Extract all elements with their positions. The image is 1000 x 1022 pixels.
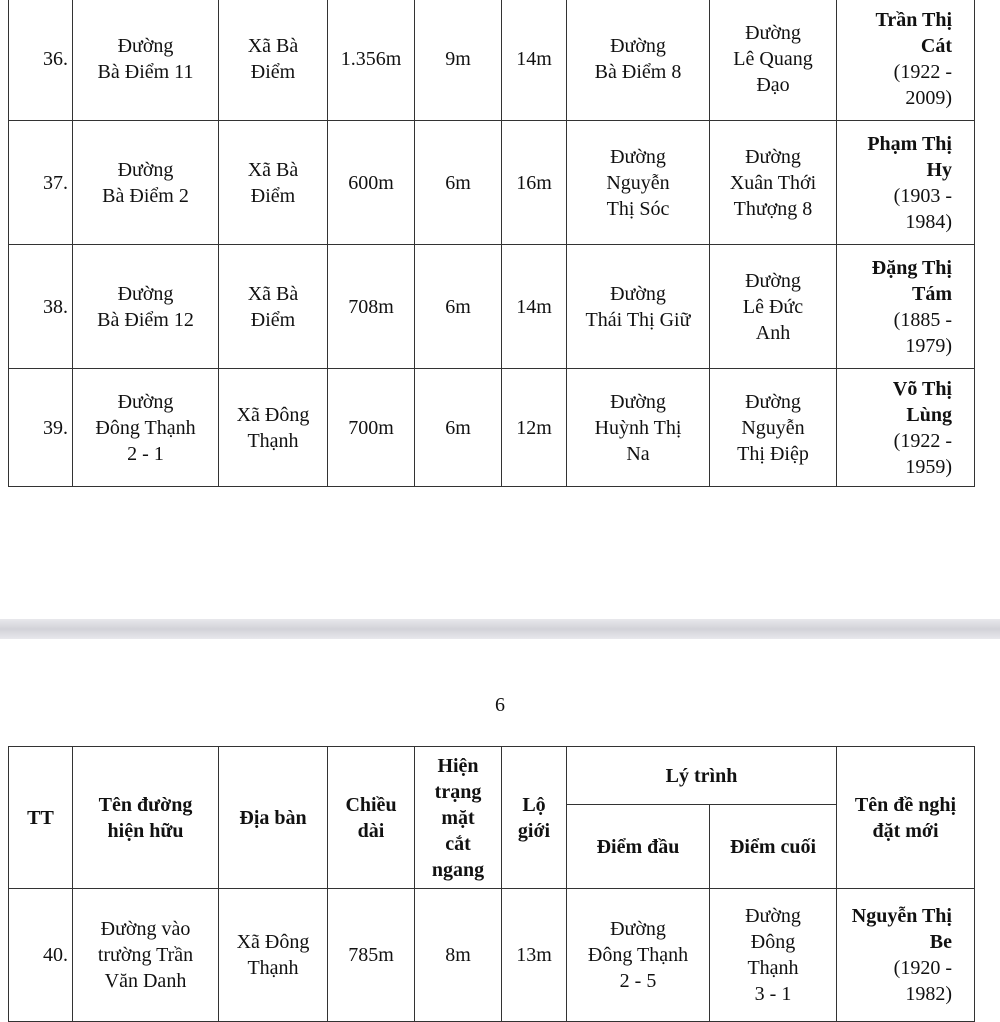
proposed-name: Trần Thị Cát	[875, 8, 952, 57]
start-point: Đường Đông Thạnh 2 - 5	[567, 889, 710, 1022]
page-number: 6	[495, 694, 505, 716]
area: Xã Bà Điểm	[219, 245, 328, 369]
proposed-name: Phạm Thị Hy	[867, 132, 952, 181]
proposed-name-cell	[837, 889, 975, 1022]
proposed-name-cell	[837, 245, 975, 369]
table-row	[9, 245, 975, 369]
row-number: 36.	[9, 0, 73, 121]
row-number: 40.	[9, 889, 73, 1022]
current-street-name: Đường Bà Điểm 12	[73, 245, 219, 369]
life-years: (1922 - 2009)	[893, 60, 952, 109]
area: Xã Bà Điểm	[219, 0, 328, 121]
header-start-point: Điểm đầu	[567, 805, 710, 889]
cross-section: 6m	[415, 245, 502, 369]
road-boundary: 12m	[502, 369, 567, 487]
start-point: Đường Thái Thị Giữ	[567, 245, 710, 369]
proposed-name: Võ Thị Lùng	[892, 377, 952, 426]
end-point: Đường Đông Thạnh 3 - 1	[710, 889, 837, 1022]
road-boundary: 14m	[502, 0, 567, 121]
current-street-name: Đường Bà Điểm 11	[73, 0, 219, 121]
cross-section: 9m	[415, 0, 502, 121]
proposed-name-cell	[837, 121, 975, 245]
life-years: (1885 - 1979)	[893, 308, 952, 357]
length: 708m	[328, 245, 415, 369]
proposed-name-cell	[837, 369, 975, 487]
road-boundary: 16m	[502, 121, 567, 245]
road-boundary: 14m	[502, 245, 567, 369]
proposed-name: Nguyễn Thị Be	[851, 905, 952, 953]
table-row	[9, 121, 975, 245]
life-years: (1920 - 1982)	[893, 957, 952, 1005]
end-point: Đường Nguyễn Thị Điệp	[710, 369, 837, 487]
table-row	[9, 889, 975, 1022]
row-number: 37.	[9, 121, 73, 245]
header-current-name: Tên đường hiện hữu	[73, 747, 219, 889]
street-naming-table-continued	[8, 0, 975, 487]
length: 600m	[328, 121, 415, 245]
end-point: Đường Lê Đức Anh	[710, 245, 837, 369]
header-end-point: Điểm cuối	[710, 805, 837, 889]
header-cross-section: Hiện trạng mặt cắt ngang	[415, 747, 502, 889]
header-route: Lý trình	[567, 747, 837, 805]
table-row	[9, 0, 975, 121]
header-length: Chiều dài	[328, 747, 415, 889]
proposed-name-cell	[837, 0, 975, 121]
area: Xã Đông Thạnh	[219, 889, 328, 1022]
end-point: Đường Lê Quang Đạo	[710, 0, 837, 121]
proposed-name: Đặng Thị Tám	[871, 256, 952, 305]
current-street-name: Đường Đông Thạnh 2 - 1	[73, 369, 219, 487]
area: Xã Đông Thạnh	[219, 369, 328, 487]
length: 1.356m	[328, 0, 415, 121]
cross-section: 6m	[415, 369, 502, 487]
header-area: Địa bàn	[219, 747, 328, 889]
row-number: 38.	[9, 245, 73, 369]
end-point: Đường Xuân Thới Thượng 8	[710, 121, 837, 245]
road-boundary: 13m	[502, 889, 567, 1022]
start-point: Đường Huỳnh Thị Na	[567, 369, 710, 487]
cross-section: 6m	[415, 121, 502, 245]
current-street-name: Đường Bà Điểm 2	[73, 121, 219, 245]
table-header-row	[9, 747, 975, 805]
table-row	[9, 369, 975, 487]
life-years: (1903 - 1984)	[893, 184, 952, 233]
length: 785m	[328, 889, 415, 1022]
header-tt: TT	[9, 747, 73, 889]
cross-section: 8m	[415, 889, 502, 1022]
row-number: 39.	[9, 369, 73, 487]
area: Xã Bà Điểm	[219, 121, 328, 245]
header-proposed-name: Tên đề nghị đặt mới	[837, 747, 975, 889]
life-years: (1922 - 1959)	[893, 429, 952, 478]
start-point: Đường Nguyễn Thị Sóc	[567, 121, 710, 245]
length: 700m	[328, 369, 415, 487]
start-point: Đường Bà Điểm 8	[567, 0, 710, 121]
header-road-boundary: Lộ giới	[502, 747, 567, 889]
current-street-name: Đường vào trường Trần Văn Danh	[73, 889, 219, 1022]
page-separator	[0, 619, 1000, 639]
street-naming-table	[8, 746, 975, 1022]
